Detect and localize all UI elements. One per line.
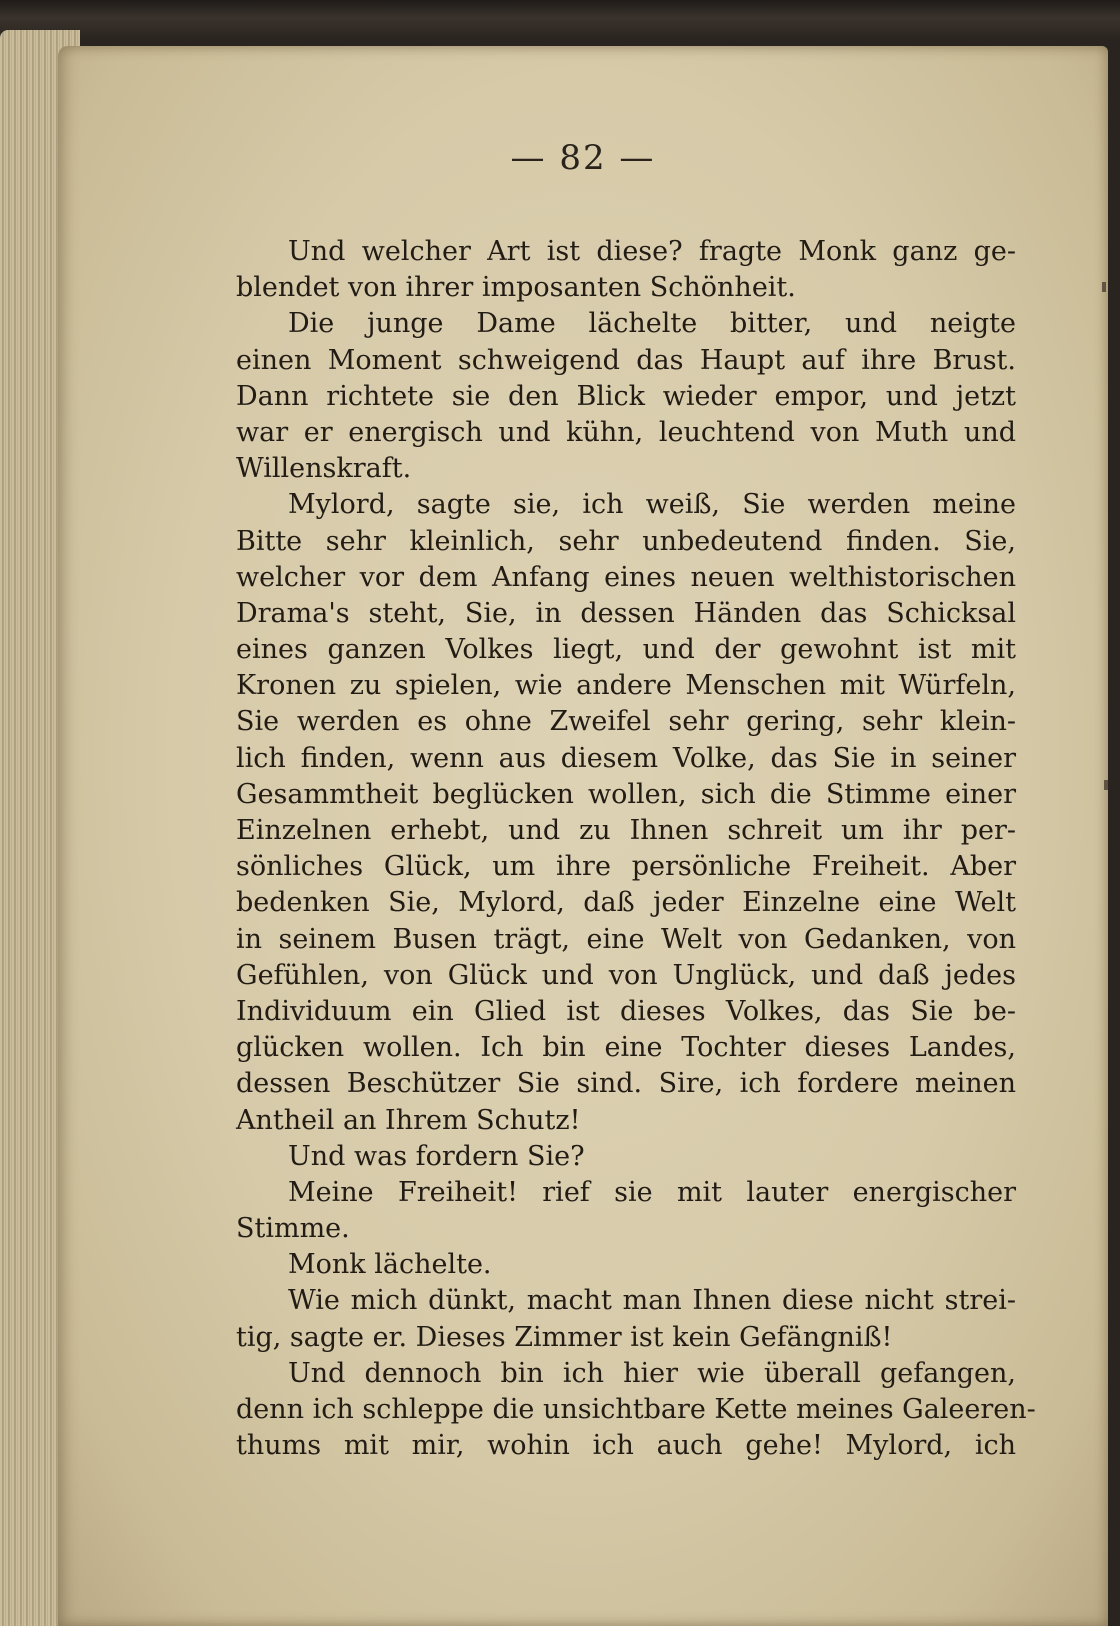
- text-line: Die junge Dame lächelte bitter, und neigte: [288, 308, 1016, 340]
- text-line: Gefühlen, von Glück und von Unglück, und daß jedes: [236, 959, 1016, 991]
- text-line: Dann richtete sie den Blick wieder empor, und jetzt: [236, 380, 1016, 412]
- text-line: Gesammtheit beglücken wollen, sich die Stimme einer: [236, 778, 1016, 810]
- text-line: Wie mich dünkt, macht man Ihnen diese nicht strei-: [288, 1285, 1016, 1317]
- text-line: dessen Beschützer Sie sind. Sire, ich fordere meinen: [236, 1068, 1016, 1100]
- text-line: Sie werden es ohne Zweifel sehr gering, sehr klein-: [236, 706, 1016, 738]
- text-line: Kronen zu spielen, wie andere Menschen mit Würfeln,: [236, 670, 1016, 702]
- text-line: denn ich schleppe die unsichtbare Kette meines Galeeren-: [236, 1394, 1036, 1425]
- text-line: Und was fordern Sie?: [288, 1140, 585, 1172]
- text-line: Einzelnen erhebt, und zu Ihnen schreit um ihr per-: [236, 815, 1016, 846]
- margin-mark: [1102, 282, 1106, 292]
- text-line: blendet von ihrer imposanten Schönheit.: [236, 272, 796, 304]
- page-number: — 82 —: [510, 138, 656, 178]
- text-line: Drama's steht, Sie, in dessen Händen das Schicksal: [236, 597, 1016, 629]
- text-line: in seinem Busen trägt, eine Welt von Gedanken, von: [236, 923, 1016, 955]
- text-line: Meine Freiheit! rief sie mit lauter energischer: [288, 1176, 1016, 1208]
- text-line: tig, sagte er. Dieses Zimmer ist kein Gefängniß!: [236, 1321, 893, 1353]
- text-line: welcher vor dem Anfang eines neuen welthistorischen: [236, 561, 1016, 593]
- text-line: Monk lächelte.: [288, 1249, 492, 1281]
- book-page: [58, 46, 1108, 1626]
- text-line: war er energisch und kühn, leuchtend von Muth und: [236, 416, 1016, 448]
- body-text: [236, 234, 1036, 1464]
- text-line: Antheil an Ihrem Schutz!: [236, 1104, 581, 1136]
- text-line: Willenskraft.: [236, 453, 412, 485]
- text-line: glücken wollen. Ich bin eine Tochter dieses Landes,: [236, 1032, 1016, 1064]
- text-line: Und welcher Art ist diese? fragte Monk ganz ge-: [288, 236, 1016, 267]
- text-line: Bitte sehr kleinlich, sehr unbedeutend finden. Sie,: [236, 525, 1016, 557]
- text-line: Stimme.: [236, 1213, 350, 1245]
- text-line: bedenken Sie, Mylord, daß jeder Einzelne eine Welt: [236, 887, 1016, 919]
- text-line: Und dennoch bin ich hier wie überall gefangen,: [288, 1357, 1016, 1389]
- text-line: eines ganzen Volkes liegt, und der gewohnt ist mit: [236, 634, 1016, 666]
- text-line: thums mit mir, wohin ich auch gehe! Mylord, ich: [236, 1430, 1016, 1462]
- margin-mark: [1104, 780, 1108, 790]
- text-line: sönliches Glück, um ihre persönliche Freiheit. Aber: [236, 851, 1016, 883]
- text-line: einen Moment schweigend das Haupt auf ihre Brust.: [236, 344, 1016, 376]
- text-line: lich finden, wenn aus diesem Volke, das Sie in seiner: [236, 742, 1016, 774]
- text-line: Mylord, sagte sie, ich weiß, Sie werden meine: [288, 489, 1016, 521]
- text-line: Individuum ein Glied ist dieses Volkes, das Sie be-: [236, 995, 1016, 1027]
